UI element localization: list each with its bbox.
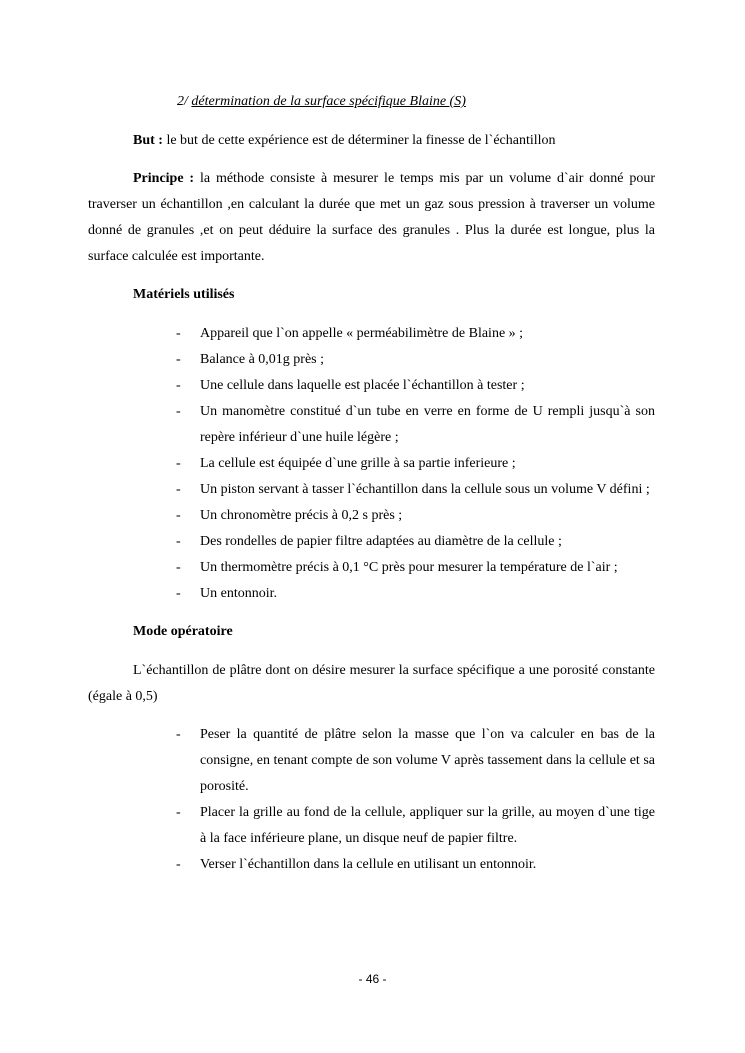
dash-bullet: - <box>176 456 181 471</box>
materiels-list <box>88 321 655 607</box>
dash-bullet: - <box>176 482 181 497</box>
list-item-text: Un thermomètre précis à 0,1 °C près pour mesurer la température de l`air ; <box>200 560 618 575</box>
list-item <box>176 581 655 607</box>
principe-paragraph <box>88 166 655 270</box>
list-item <box>176 800 655 852</box>
list-item <box>176 321 655 347</box>
mode-title: Mode opératoire <box>133 624 233 639</box>
dash-bullet: - <box>176 326 181 341</box>
mode-steps-list <box>88 722 655 878</box>
dash-bullet: - <box>176 857 181 872</box>
principe-label: Principe : <box>133 171 195 186</box>
list-item-text: Un chronomètre précis à 0,2 s près ; <box>200 508 403 523</box>
list-item <box>176 477 655 503</box>
dash-bullet: - <box>176 534 181 549</box>
list-item-text: Appareil que l`on appelle « perméabilimètre de Blaine » ; <box>200 326 524 341</box>
but-label: But : <box>133 133 163 148</box>
list-item-text: Balance à 0,01g près ; <box>200 352 325 367</box>
page-number: - 46 - <box>358 972 387 986</box>
list-item <box>176 503 655 529</box>
dash-bullet: - <box>176 586 181 601</box>
dash-bullet: - <box>176 352 181 367</box>
list-item <box>176 451 655 477</box>
materiels-title: Matériels utilisés <box>133 287 235 302</box>
list-item <box>176 373 655 399</box>
list-item-text: Un entonnoir. <box>200 586 277 601</box>
list-item-text: Un piston servant à tasser l`échantillon dans la cellule sous un volume V défini ; <box>200 482 650 497</box>
but-text: le but de cette expérience est de déterminer la finesse de l`échantillon <box>162 133 556 148</box>
dash-bullet: - <box>176 560 181 575</box>
list-item-text: Un manomètre constitué d`un tube en verre en forme de U rempli jusqu`à son repère inférieur d`une huile légère ; <box>200 404 655 445</box>
dash-bullet: - <box>176 378 181 393</box>
page-content <box>88 89 655 890</box>
dash-bullet: - <box>176 508 181 523</box>
list-item <box>176 347 655 373</box>
dash-bullet: - <box>176 805 181 820</box>
list-item-text: Verser l`échantillon dans la cellule en utilisant un entonnoir. <box>200 857 537 872</box>
principe-text: la méthode consiste à mesurer le temps mis par un volume d`air donné pour traverser un échantillon ,en calculant la durée que met un gaz sous pression à traverser un volume donné de granules ,et on peut déduire la surface des granules . Plus la durée est longue, plus la surface calculée est importante. <box>88 171 655 264</box>
list-item-text: Des rondelles de papier filtre adaptées au diamètre de la cellule ; <box>200 534 562 549</box>
list-item-text: Une cellule dans laquelle est placée l`échantillon à tester ; <box>200 378 525 393</box>
but-paragraph <box>88 128 655 154</box>
list-item-text: Placer la grille au fond de la cellule, appliquer sur la grille, au moyen d`une tige à la face inférieure plane, un disque neuf de papier filtre. <box>200 805 655 846</box>
list-item-text: La cellule est équipée d`une grille à sa partie inferieure ; <box>200 456 516 471</box>
list-item <box>176 852 655 878</box>
dash-bullet: - <box>176 727 181 742</box>
mode-intro-paragraph: L`échantillon de plâtre dont on désire mesurer la surface spécifique a une porosité constante (égale à 0,5) <box>88 663 655 704</box>
dash-bullet: - <box>176 404 181 419</box>
section-number: 2/ <box>177 94 188 109</box>
list-item-text: Peser la quantité de plâtre selon la masse que l`on va calculer en bas de la consigne, en tenant compte de son volume V après tassement dans la cellule et sa porosité. <box>200 727 655 794</box>
list-item <box>176 399 655 451</box>
list-item <box>176 529 655 555</box>
list-item <box>176 555 655 581</box>
section-title: détermination de la surface spécifique Blaine (S) <box>191 94 466 109</box>
list-item <box>176 722 655 800</box>
section-heading <box>177 89 655 115</box>
